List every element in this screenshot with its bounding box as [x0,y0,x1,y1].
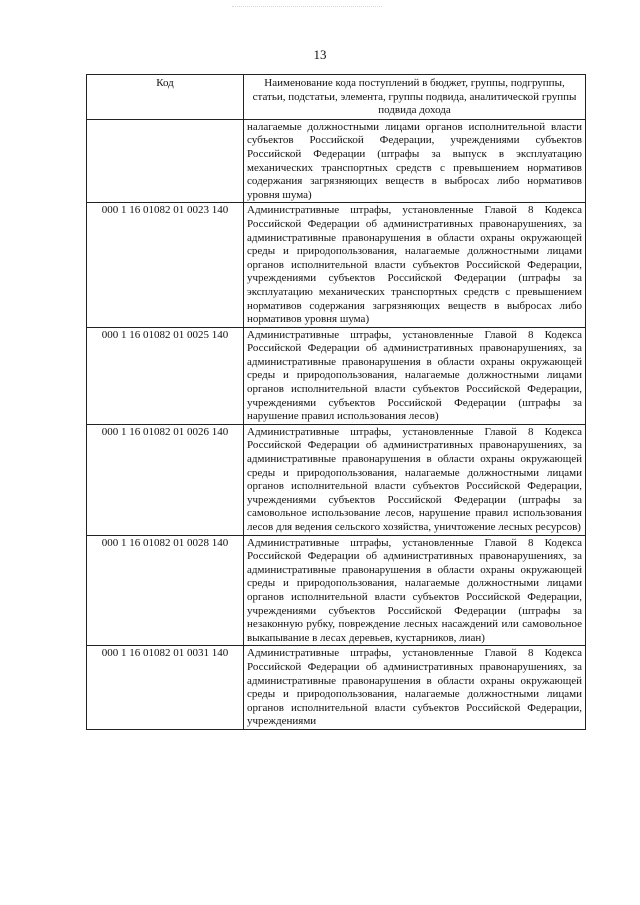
row-description: Административные штрафы, установленные Главой 8 Кодекса Российской Федерации об административных правонарушениях, за административные правонарушения в области охраны окружающей среды и природопользования, налагаемые должностными лицами органов исполнительной власти субъектов Российской Федерации, учреждениями [244,646,586,730]
table-header-row [87,75,586,120]
row-code: 000 1 16 01082 01 0026 140 [87,424,244,535]
row-description: Административные штрафы, установленные Главой 8 Кодекса Российской Федерации об административных правонарушениях, за административные правонарушения в области охраны окружающей среды и природопользования, налагаемые должностными лицами органов исполнительной власти субъектов Российской Федерации, учреждениями субъектов Российской Федерации (штрафы за самовольное использование лесов, нарушение правил использования лесов для ведения сельского хозяйства, уничтожение лесных ресурсов) [244,424,586,535]
page-number: 13 [313,47,327,62]
row-description: Административные штрафы, установленные Главой 8 Кодекса Российской Федерации об административных правонарушениях, за административные правонарушения в области охраны окружающей среды и природопользования, налагаемые должностными лицами органов исполнительной власти субъектов Российской Федерации, учреждениями субъектов Российской Федерации (штрафы за эксплуатацию механических транспортных средств с превышением нормативов содержания загрязняющих веществ в выбросах либо нормативов уровня шума) [244,203,586,327]
row-code [87,119,244,203]
row-code: 000 1 16 01082 01 0031 140 [87,646,244,730]
row-code: 000 1 16 01082 01 0023 140 [87,203,244,327]
column-header-name: Наименование кода поступлений в бюджет, группы, подгруппы, статьи, подстатьи, элемента, группы подвида, аналитической группы подвида дохода [244,75,586,120]
table-row [87,646,586,730]
row-code: 000 1 16 01082 01 0028 140 [87,535,244,646]
table-row [87,119,586,203]
table-row [87,327,586,424]
table-row [87,203,586,327]
column-header-code: Код [87,75,244,120]
row-code: 000 1 16 01082 01 0025 140 [87,327,244,424]
table-row [87,424,586,535]
row-description: Административные штрафы, установленные Главой 8 Кодекса Российской Федерации об административных правонарушениях, за административные правонарушения в области охраны окружающей среды и природопользования, налагаемые должностными лицами органов исполнительной власти субъектов Российской Федерации, учреждениями субъектов Российской Федерации (штрафы за незаконную рубку, повреждение лесных насаждений или самовольное выкапывание в лесах деревьев, кустарников, лиан) [244,535,586,646]
row-description: Административные штрафы, установленные Главой 8 Кодекса Российской Федерации об административных правонарушениях, за административные правонарушения в области охраны окружающей среды и природопользования, налагаемые должностными лицами органов исполнительной власти субъектов Российской Федерации, учреждениями субъектов Российской Федерации (штрафы за нарушение правил использования лесов) [244,327,586,424]
scan-artifact [232,6,382,10]
revenue-code-table [86,74,586,730]
table-row [87,535,586,646]
row-description: налагаемые должностными лицами органов исполнительной власти субъектов Российской Федерации, учреждениями субъектов Российской Федерации (штрафы за выпуск в эксплуатацию механических транспортных средств с превышением нормативов содержания загрязняющих веществ в выбросах либо нормативов уровня шума) [244,119,586,203]
